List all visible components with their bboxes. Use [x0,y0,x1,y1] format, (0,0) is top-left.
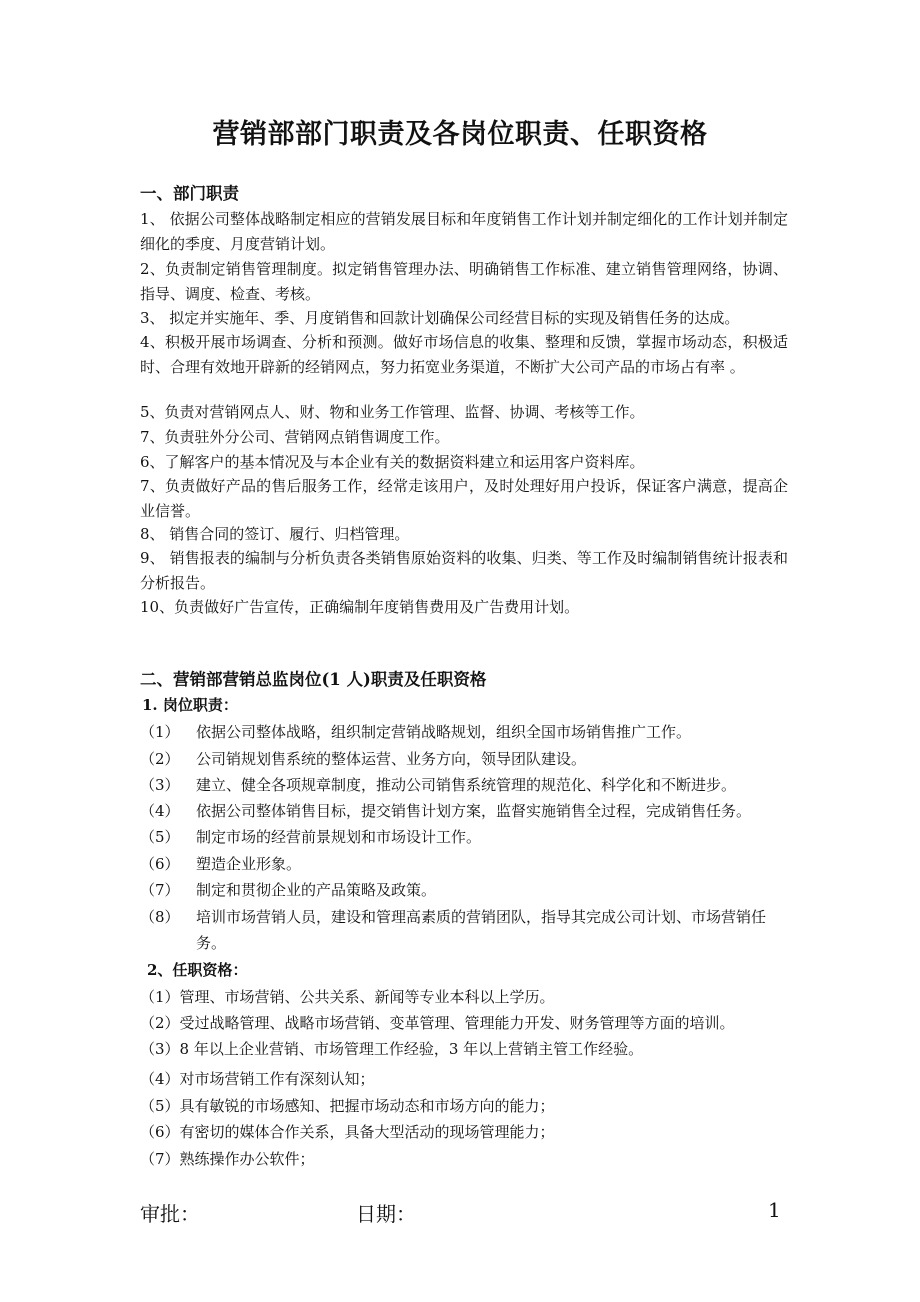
duty-text: 依据公司整体销售目标，提交销售计划方案，监督实施销售全过程，完成销售任务。 [196,802,752,820]
duty-number: （5） [140,828,180,846]
duties-heading: 1. 岗位职责： [142,696,238,714]
duty-text: 制定市场的经营前景规划和市场设计工作。 [196,828,482,846]
date-label: 日期： [356,1202,416,1226]
duty-number: （8） [140,908,180,926]
section1-item: 8、 销售合同的签订、履行、归档管理。 [140,525,410,543]
page-number: 1 [768,1198,781,1222]
section1-item: 6、了解客户的基本情况及与本企业有关的数据资料建立和运用客户资料库。 [140,453,645,471]
duty-number: （1） [140,723,180,741]
qualifications-heading: 2、任职资格： [147,961,248,979]
duty-text: 建立、健全各项规章制度，推动公司销售系统管理的规范化、科学化和不断进步。 [196,776,737,794]
section1-item: 7、负责驻外分公司、营销网点销售调度工作。 [140,428,450,446]
qualification-item: （6）有密切的媒体合作关系，具备大型活动的现场管理能力； [140,1123,555,1141]
document-title: 营销部部门职责及各岗位职责、任职资格 [212,119,708,150]
duty-number: （7） [140,881,180,899]
section2-heading: 二、营销部营销总监岗位(1 人)职责及任职资格 [140,670,487,689]
qualification-item: （5）具有敏锐的市场感知、把握市场动态和市场方向的能力； [140,1097,555,1115]
duty-text: 培训市场营销人员，建设和管理高素质的营销团队，指导其完成公司计划、市场营销任务。 [196,908,767,952]
section1-heading: 一、部门职责 [140,184,239,203]
qualification-item: （1）管理、市场营销、公共关系、新闻等专业本科以上学历。 [140,988,555,1006]
section1-item: 1、 依据公司整体战略制定相应的营销发展目标和年度销售工作计划并制定细化的工作计划并制定细化的季度、月度营销计划。 [140,210,788,253]
duty-text: 塑造企业形象。 [196,855,302,873]
section1-item: 2、负责制定销售管理制度。拟定销售管理办法、明确销售工作标准、建立销售管理网络，协调、指导、调度、检查、考核。 [140,260,788,303]
qualification-item: （2）受过战略管理、战略市场营销、变革管理、管理能力开发、财务管理等方面的培训。 [140,1014,735,1032]
duty-number: （6） [140,855,180,873]
qualification-item: （4）对市场营销工作有深刻认知； [140,1070,375,1088]
duty-text: 制定和贯彻企业的产品策略及政策。 [196,881,437,899]
section1-item: 5、负责对营销网点人、财、物和业务工作管理、监督、协调、考核等工作。 [140,403,645,421]
duty-text: 公司销规划售系统的整体运营、业务方向，领导团队建设。 [196,750,587,768]
section1-item: 10、负责做好广告宣传，正确编制年度销售费用及广告费用计划。 [140,598,580,616]
qualification-item: （3）8 年以上企业营销、市场管理工作经验，3 年以上营销主管工作经验。 [140,1040,644,1058]
qualification-item: （7）熟练操作办公软件； [140,1150,315,1168]
duty-number: （3） [140,776,180,794]
section1-item: 9、 销售报表的编制与分析负责各类销售原始资料的收集、归类、等工作及时编制销售统计报表和分析报告。 [140,549,788,592]
duty-text: 依据公司整体战略，组织制定营销战略规划，组织全国市场销售推广工作。 [196,723,692,741]
approval-label: 审批： [140,1202,200,1226]
duty-number: （2） [140,750,180,768]
section1-item: 7、负责做好产品的售后服务工作，经常走该用户，及时处理好用户投诉，保证客户满意，提高企业信誉。 [140,477,788,520]
duty-number: （4） [140,802,180,820]
section1-item: 4、积极开展市场调查、分析和预测。做好市场信息的收集、整理和反馈，掌握市场动态，积极适时、合理有效地开辟新的经销网点，努力拓宽业务渠道，不断扩大公司产品的市场占有率 。 [140,333,788,376]
section1-item: 3、 拟定并实施年、季、月度销售和回款计划确保公司经营目标的实现及销售任务的达成。 [140,309,740,327]
